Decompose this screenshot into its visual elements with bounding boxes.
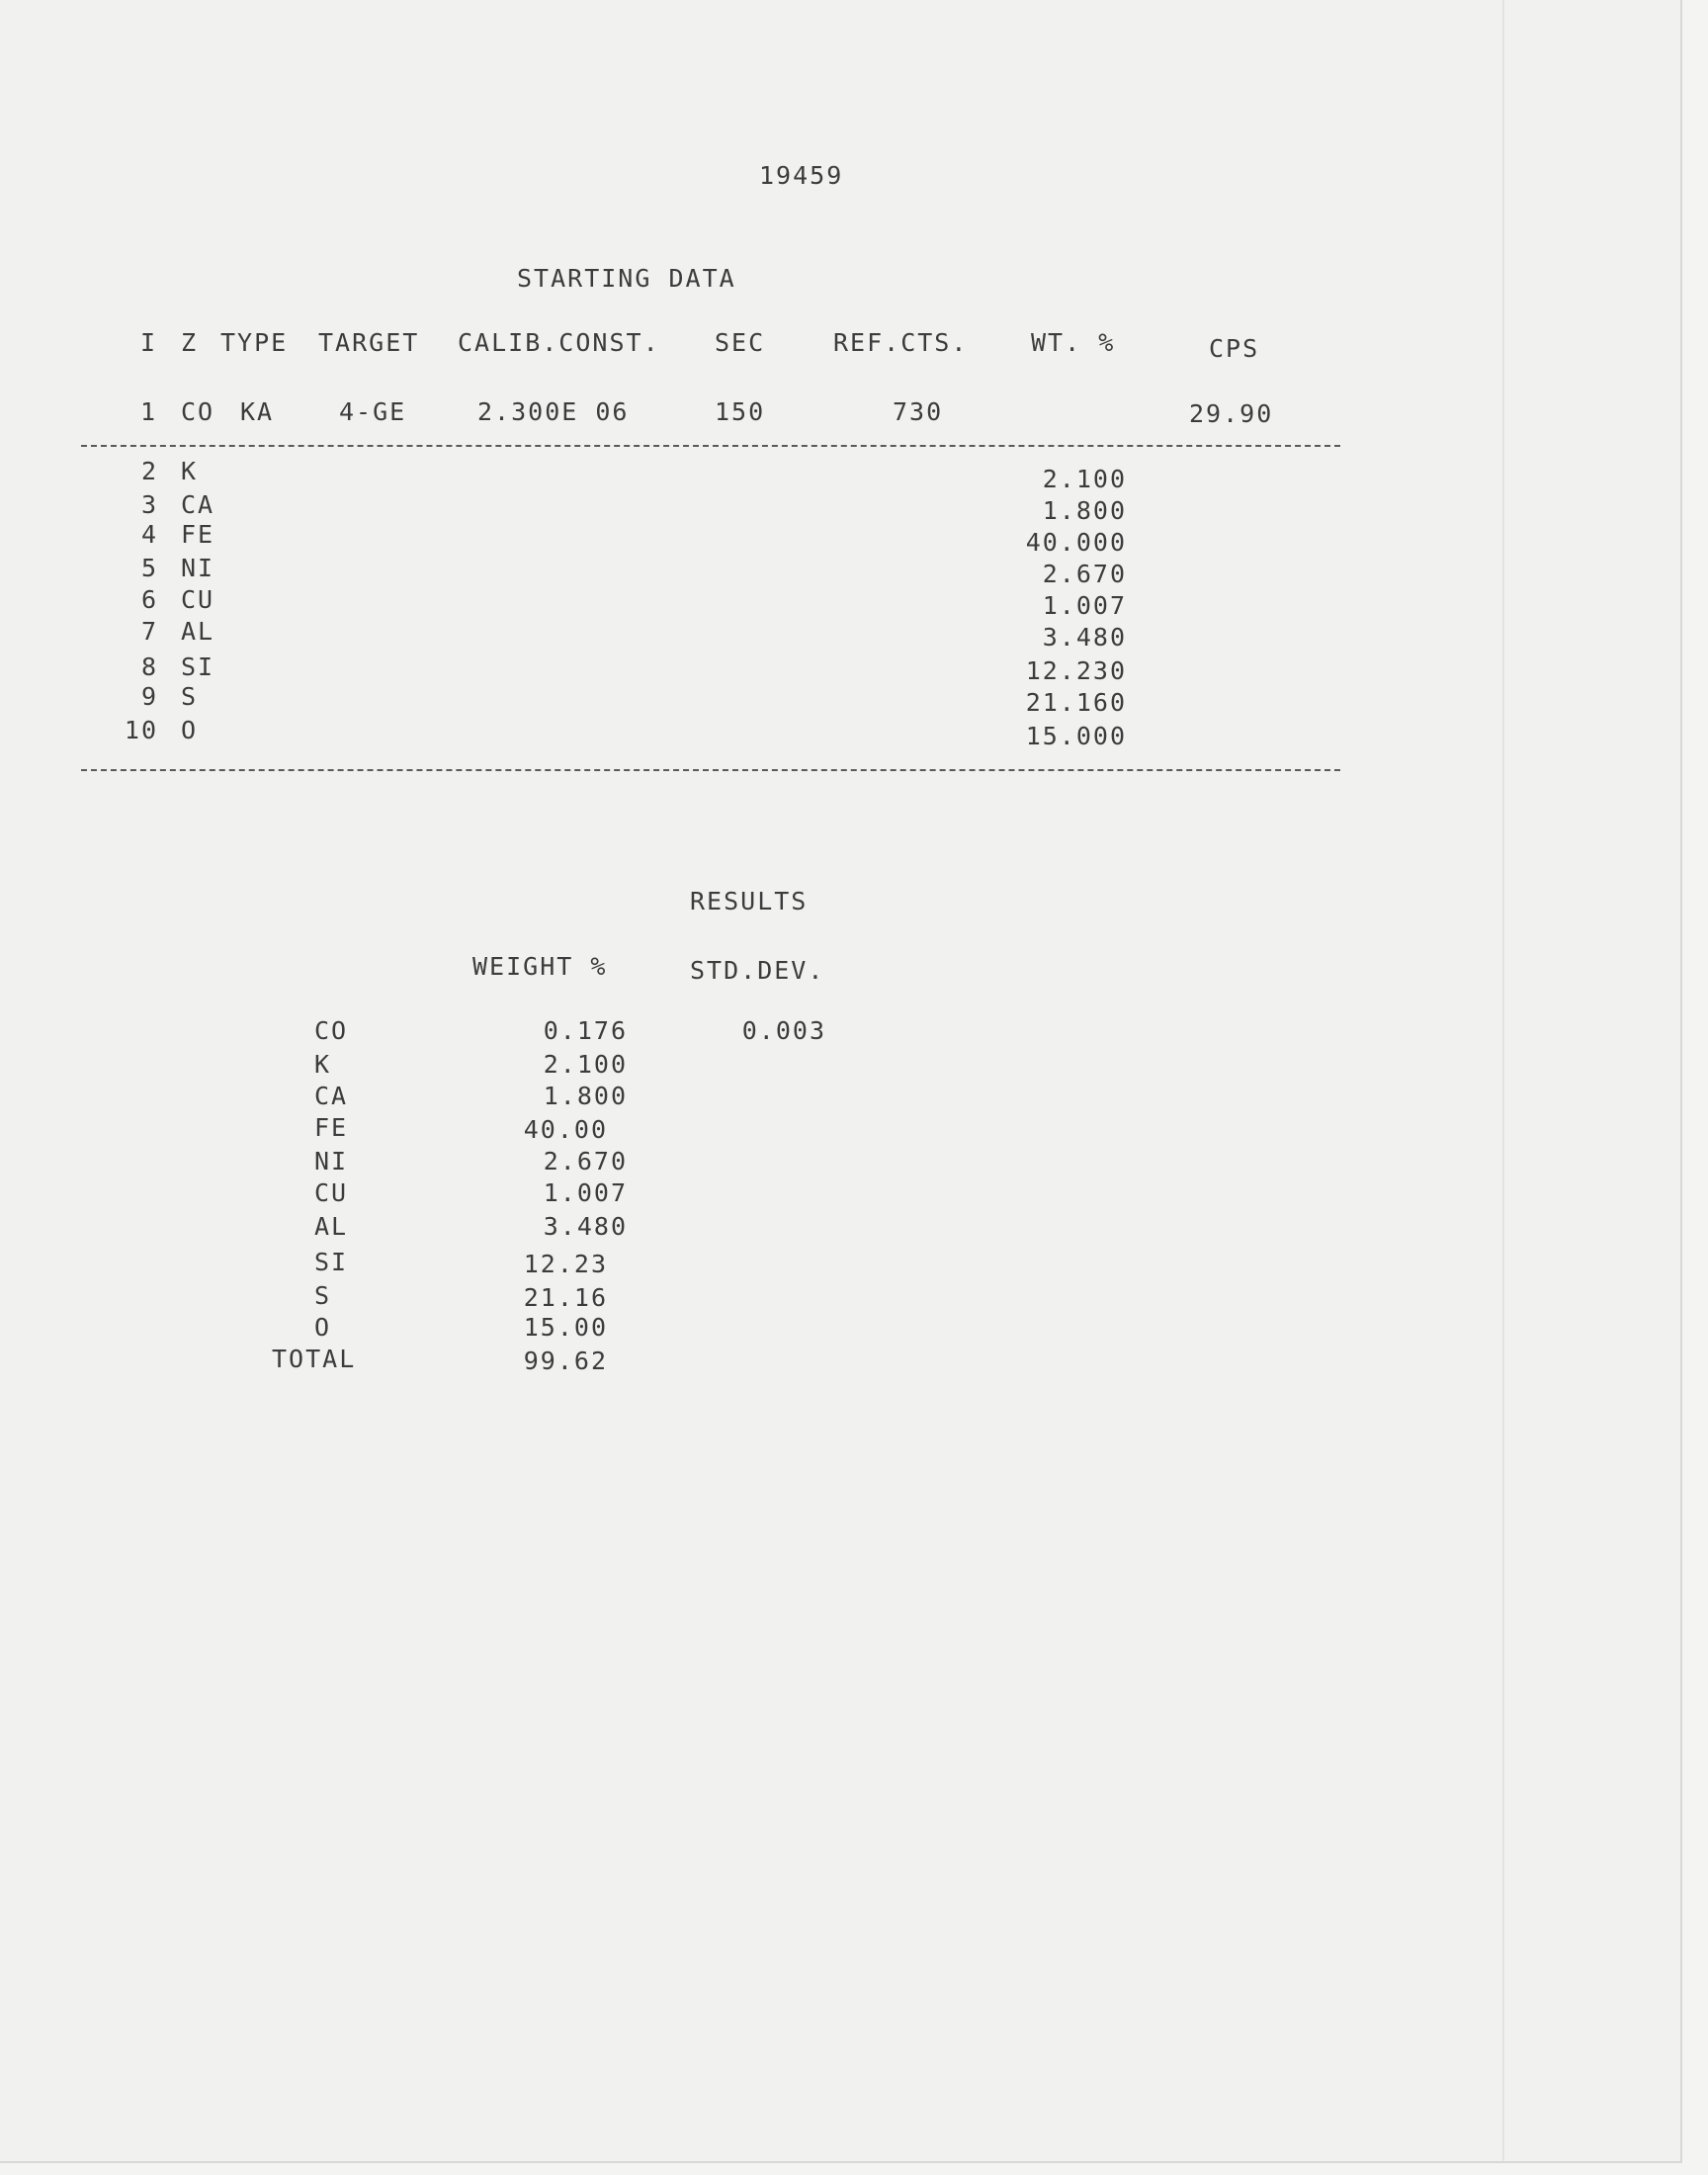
row-wt: 1.007 — [1042, 591, 1127, 620]
result-total-value: 99.62 — [523, 1347, 608, 1375]
row-z: O — [181, 716, 199, 744]
result-element: S — [314, 1281, 332, 1310]
row1-type: KA — [240, 397, 275, 426]
header-cps: CPS — [1209, 334, 1260, 363]
header-z: Z — [181, 328, 199, 357]
results-std-dev-header: STD.DEV. — [690, 956, 825, 985]
result-weight: 3.480 — [543, 1212, 628, 1241]
row-wt: 3.480 — [1042, 623, 1127, 652]
row-wt: 15.000 — [1025, 722, 1127, 750]
row-wt: 12.230 — [1025, 656, 1127, 685]
row-i: 6 — [140, 585, 158, 614]
header-wt-percent: WT. % — [1031, 328, 1116, 357]
row-i: 4 — [140, 520, 158, 549]
result-total-label: TOTAL — [272, 1345, 357, 1373]
row-wt: 1.800 — [1042, 496, 1127, 525]
row-z: CA — [181, 490, 215, 519]
result-weight: 2.100 — [543, 1050, 628, 1079]
header-sec: SEC — [715, 328, 766, 357]
starting-data-title: STARTING DATA — [517, 264, 736, 293]
row-i: 10 — [124, 716, 158, 744]
row-i: 5 — [140, 554, 158, 582]
result-weight: 12.23 — [523, 1250, 608, 1278]
results-title: RESULTS — [690, 887, 809, 915]
document-number: 19459 — [759, 161, 844, 190]
row-wt: 21.160 — [1025, 688, 1127, 717]
result-weight: 1.800 — [543, 1082, 628, 1110]
result-element: CA — [314, 1082, 349, 1110]
result-element: FE — [314, 1113, 349, 1142]
result-element: CO — [314, 1016, 349, 1045]
header-ref-cts: REF.CTS. — [833, 328, 969, 357]
result-weight: 15.00 — [523, 1313, 608, 1342]
header-target: TARGET — [318, 328, 420, 357]
results-weight-header: WEIGHT % — [472, 952, 608, 981]
result-weight: 40.00 — [523, 1115, 608, 1144]
row-z: NI — [181, 554, 215, 582]
row-z: FE — [181, 520, 215, 549]
header-calib-const: CALIB.CONST. — [458, 328, 660, 357]
result-element: AL — [314, 1212, 349, 1241]
row1-i: 1 — [140, 397, 158, 426]
result-element: SI — [314, 1248, 349, 1276]
row-i: 8 — [140, 652, 158, 681]
row1-z: CO — [181, 397, 215, 426]
result-element: CU — [314, 1178, 349, 1207]
row-i: 3 — [140, 490, 158, 519]
result-element: K — [314, 1050, 332, 1079]
row-i: 9 — [140, 682, 158, 711]
row-z: AL — [181, 617, 215, 646]
result-element: O — [314, 1313, 332, 1342]
row1-target: 4-GE — [339, 397, 407, 426]
result-weight: 2.670 — [543, 1147, 628, 1175]
row-z: SI — [181, 652, 215, 681]
row1-sec: 150 — [715, 397, 766, 426]
header-type: TYPE — [220, 328, 289, 357]
row-z: CU — [181, 585, 215, 614]
row-z: K — [181, 457, 199, 485]
row1-cps: 29.90 — [1189, 399, 1274, 428]
header-i: I — [140, 328, 158, 357]
row1-ref-cts: 730 — [893, 397, 944, 426]
row-i: 2 — [140, 457, 158, 485]
top-dashed-divider — [81, 445, 1340, 447]
result-std-dev: 0.003 — [741, 1016, 826, 1045]
row-wt: 40.000 — [1025, 528, 1127, 557]
result-element: NI — [314, 1147, 349, 1175]
row1-calib-const: 2.300E 06 — [477, 397, 630, 426]
result-weight: 0.176 — [543, 1016, 628, 1045]
bottom-dashed-divider — [81, 769, 1340, 771]
row-wt: 2.100 — [1042, 465, 1127, 493]
result-weight: 21.16 — [523, 1283, 608, 1312]
row-i: 7 — [140, 617, 158, 646]
row-wt: 2.670 — [1042, 560, 1127, 588]
row-z: S — [181, 682, 199, 711]
result-weight: 1.007 — [543, 1178, 628, 1207]
